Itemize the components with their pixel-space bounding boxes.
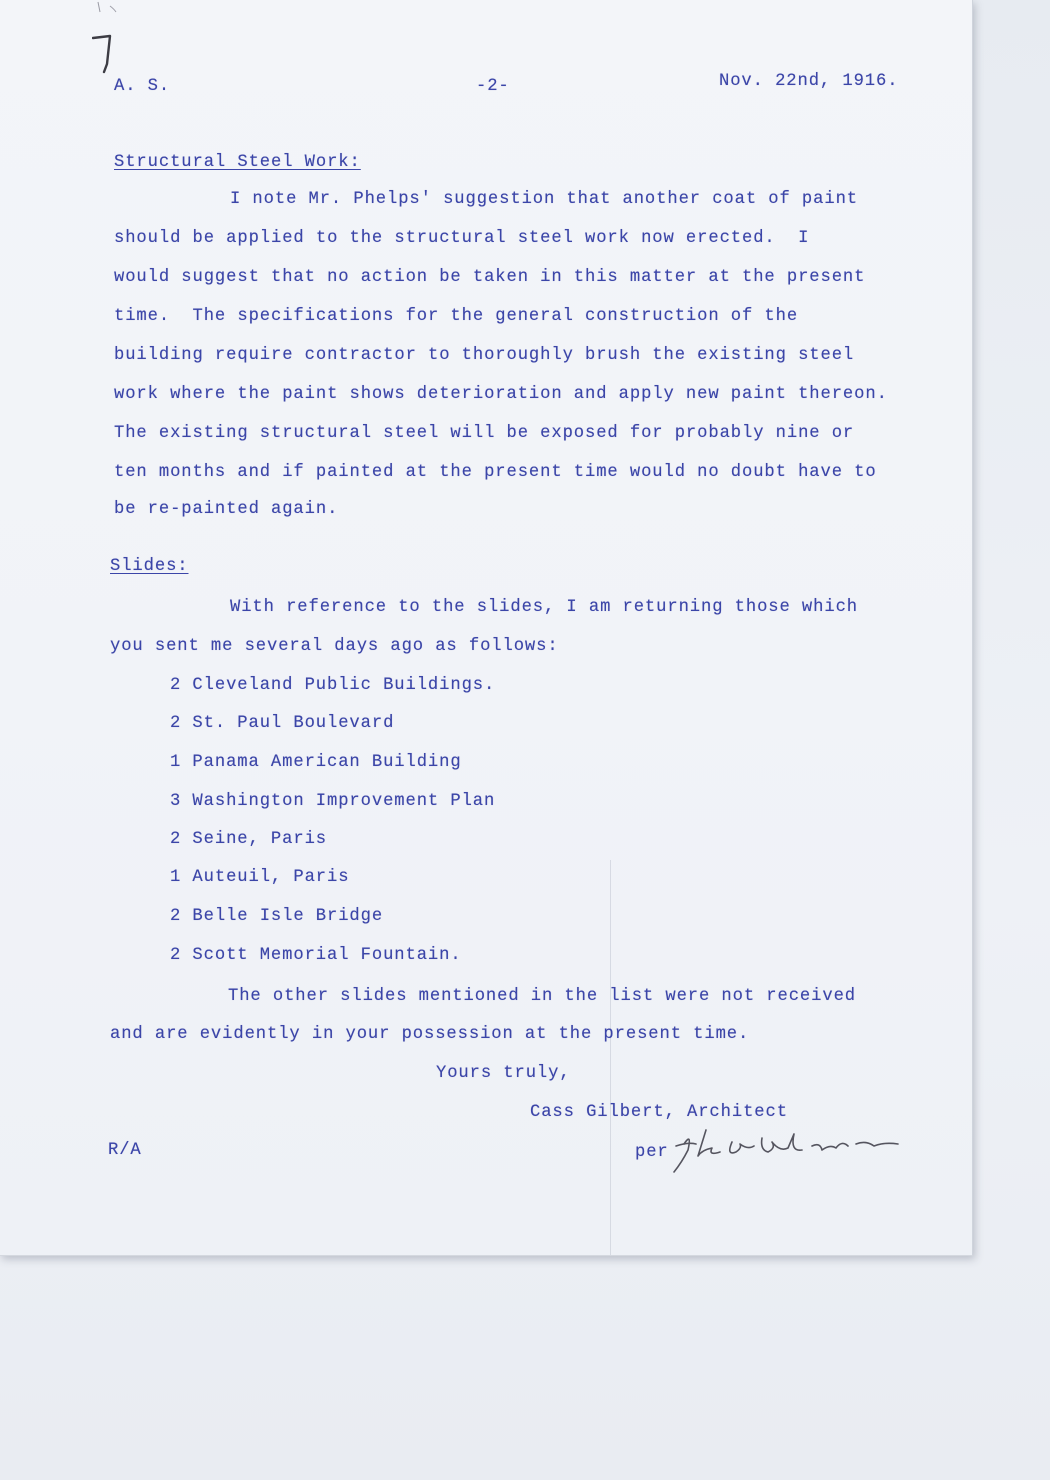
pencil-mark-clip (92, 34, 114, 74)
page-number: -2- (476, 77, 510, 96)
slide-list-item: 1 Panama American Building (170, 753, 462, 772)
paragraph-line: you sent me several days ago as follows: (110, 637, 559, 656)
slide-list-item: 2 Belle Isle Bridge (170, 907, 384, 926)
handwritten-signature (662, 1122, 912, 1184)
paragraph-line: time. The specifications for the general construction of the (114, 307, 799, 326)
slide-list-item: 2 Cleveland Public Buildings. (170, 676, 496, 695)
reference-initials: R/A (108, 1141, 142, 1160)
paragraph-line: and are evidently in your possession at the present time. (110, 1025, 750, 1044)
paragraph-line: The existing structural steel will be exposed for probably nine or (114, 424, 855, 443)
slide-list-item: 1 Auteuil, Paris (170, 868, 350, 887)
section-heading-structural-steel: Structural Steel Work: (114, 153, 361, 172)
slide-list-item: 2 Seine, Paris (170, 830, 327, 849)
paragraph-line: ten months and if painted at the present time would no doubt have to (114, 463, 877, 482)
slide-list-item: 2 St. Paul Boulevard (170, 714, 395, 733)
pencil-mark-top (92, 0, 122, 16)
letter-date: Nov. 22nd, 1916. (719, 72, 899, 91)
slide-list-item: 2 Scott Memorial Fountain. (170, 946, 462, 965)
per-label: per (635, 1143, 669, 1162)
slide-list-item: 3 Washington Improvement Plan (170, 792, 496, 811)
header-initials: A. S. (114, 77, 171, 96)
section-heading-slides: Slides: (110, 557, 189, 576)
paragraph-line: The other slides mentioned in the list were not received (228, 987, 856, 1006)
signatory-name: Cass Gilbert, Architect (530, 1103, 788, 1122)
paragraph-line: With reference to the slides, I am returning those which (230, 598, 858, 617)
paragraph-line: I note Mr. Phelps' suggestion that another coat of paint (230, 190, 858, 209)
paragraph-line: should be applied to the structural steel work now erected. I (114, 229, 810, 248)
salutation: Yours truly, (436, 1064, 571, 1083)
paragraph-line: work where the paint shows deterioration and apply new paint thereon. (114, 385, 888, 404)
paper-fold-line (610, 860, 611, 1255)
paragraph-line: be re-painted again. (114, 500, 339, 519)
paragraph-line: would suggest that no action be taken in this matter at the present (114, 268, 866, 287)
paragraph-line: building require contractor to thoroughly brush the existing steel (114, 346, 855, 365)
